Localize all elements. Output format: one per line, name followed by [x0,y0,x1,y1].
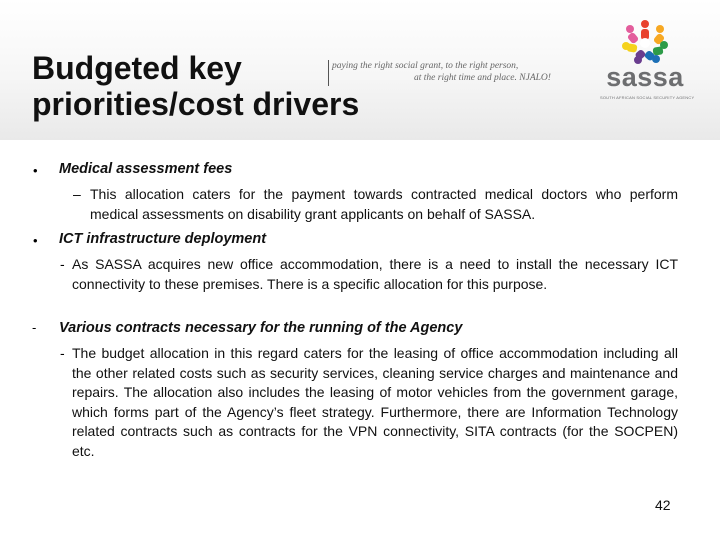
tagline-line-2: at the right time and place. NJALO! [414,73,551,83]
sub-marker: - [60,345,65,361]
people-circle-icon [600,18,690,66]
item-detail-contracts: The budget allocation in this regard caters for the leasing of office accommodation including all the other related costs such as security services, cleaning service charges and maintenance and repairs. The allocation also includes the leasing of motor vehicles from the government garage, which forms part of the Agency’s fleet strategy. Furthermore, there are Information Technology related contracts such as contracts for the VPN connectivity, SITA contracts (for the SOCPEN) etc. [72,345,678,459]
page-number: 42 [655,497,671,513]
item-detail-ict: As SASSA acquires new office accommodation, there is a need to install the necessary ICT connectivity to these premises. There is a specific allocation for this purpose. [72,256,678,292]
sub-marker: - [60,256,65,272]
logo-subtext: SOUTH AFRICAN SOCIAL SECURITY AGENCY [600,95,695,100]
tagline [332,60,572,84]
bullet-marker: • [33,163,38,178]
logo-wordmark: sassa [606,62,684,92]
sub-marker: – [73,186,81,202]
title-line-2: priorities/cost drivers [32,86,360,122]
slide-title [32,50,359,122]
bullet-marker: • [33,233,38,248]
item-heading-medical: Medical assessment fees [59,161,233,177]
item-detail-medical: This allocation caters for the payment towards contracted medical doctors who perform medical assessments on disability grant applicants on behalf of SASSA. [90,186,678,222]
item-heading-ict: ICT infrastructure deployment [59,231,267,247]
title-line-1: Budgeted key [32,50,242,86]
item-heading-contracts: Various contracts necessary for the running of the Agency [59,320,463,336]
tagline-line-1: paying the right social grant, to the right person, [332,61,519,71]
sassa-logo [600,18,695,110]
bullet-marker: - [32,320,37,335]
